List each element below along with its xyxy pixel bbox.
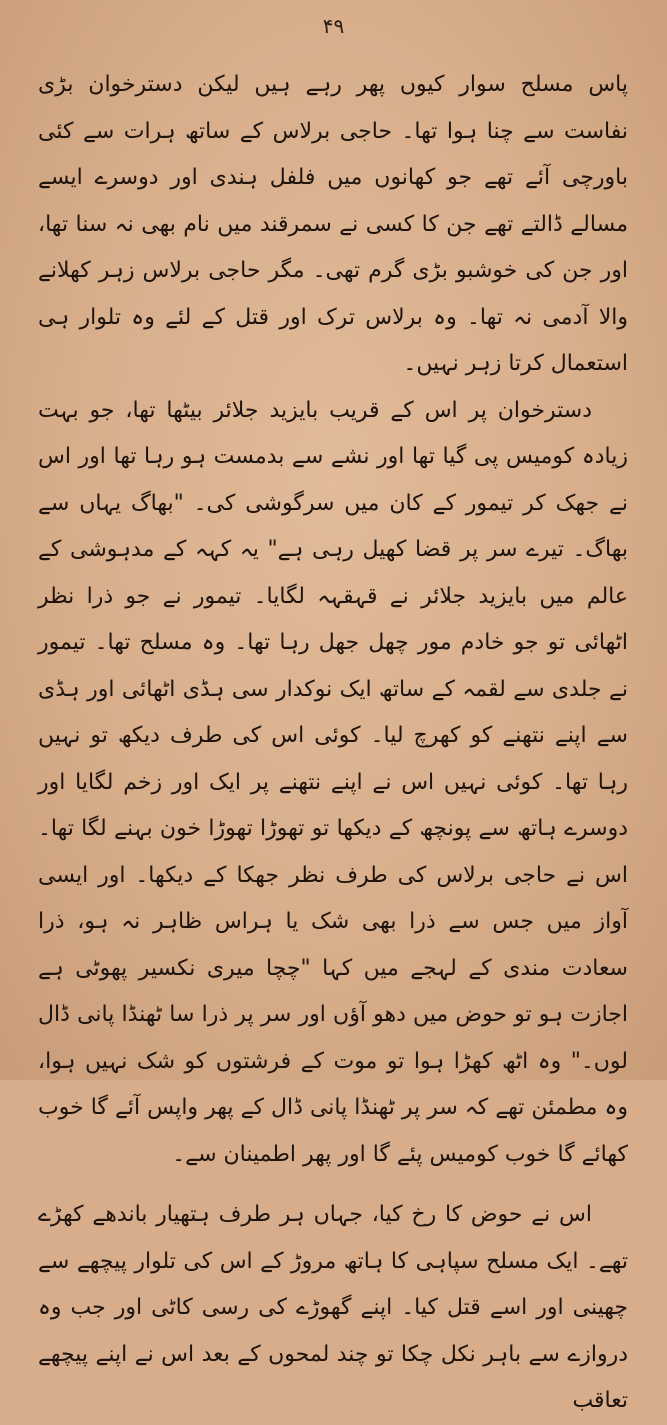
paragraph-1: پاس مسلح سوار کیوں پھر رہے ہیں لیکن دسترخوان بڑی نفاست سے چنا ہوا تھا۔ حاجی برلاس کے ساتھ ہرات سے کئی باورچی آئے تھے جو کھانوں میں فلفل ہندی اور دوسرے ایسے مسالے ڈالتے تھے جن کا کسی نے سمرقند میں نام بھی نہ سنا تھا، اور جن کی خوشبو بڑی گرم تھی۔ مگر حاجی برلاس زہر کھلانے والا آدمی نہ تھا۔ وہ برلاس ترک اور قتل کے لئے وہ تلوار ہی استعمال کرتا زہر نہیں۔ (38, 72, 628, 376)
page-number: ۴۹ (322, 14, 345, 38)
paragraph-3: اس نے حوض کا رخ کیا، جہاں ہر طرف ہتھیار باندھے کھڑے تھے۔ ایک مسلح سپاہی کا ہاتھ مروڑ کے اس کی تلوار پیچھے سے چھینی اور اسے قتل کیا۔ اپنے گھوڑے کی رسی کاٹی اور جب وہ دروازے سے باہر نکل چکا تو چند لمحوں کے بعد اس نے اپنے پیچھے تعاقب (38, 1202, 628, 1413)
page-body-text (38, 62, 628, 1425)
paragraph-2: دسترخوان پر اس کے قریب بایزید جلائر بیٹھا تھا، جو بہت زیادہ کومیس پی گیا تھا اور نشے سے بدمست ہو رہا تھا اور اس نے جھک کر تیمور کے کان میں سرگوشی کی۔ "بھاگ یہاں سے بھاگ۔ تیرے سر پر قضا کھیل رہی ہے" یہ کہہ کے مدہوشی کے عالم میں بایزید جلائر نے قہقہہ لگایا۔ تیمور نے جو ذرا نظر اٹھائی تو جو خادم مور چھل جھل رہا تھا۔ وہ مسلح تھا۔ تیمور نے جلدی سے لقمہ کے ساتھ ایک نوکدار سی ہڈی اٹھائی اور ہڈی سے اپنے نتھنے کو کھرچ لیا۔ کوئی اس کی طرف دیکھ تو نہیں رہا تھا۔ کوئی نہیں اس نے اپنے نتھنے پر ایک اور زخم لگایا اور دوسرے ہاتھ سے پونچھ کے دیکھا تو تھوڑا تھوڑا خون بہنے لگا تھا۔ اس نے حاجی برلاس کی طرف نظر جھکا کے دیکھا۔ اور ایسی آواز میں جس سے ذرا بھی شک یا ہراس ظاہر نہ ہو، ذرا سعادت مندی کے لہجے میں کہا "چچا میری نکسیر پھوٹی ہے اجازت ہو تو حوض میں دھو آؤں اور سر پر ذرا سا ٹھنڈا پانی ڈال لوں۔" وہ اٹھ کھڑا ہوا تو موت کے فرشتوں کو شک نہیں ہوا، وہ مطمئن تھے کہ سر پر ٹھنڈا پانی ڈال کے پھر واپس آئے گا خوب کھائے گا خوب کومیس پئے گا اور پھر اطمینان سے۔ (38, 397, 628, 1167)
